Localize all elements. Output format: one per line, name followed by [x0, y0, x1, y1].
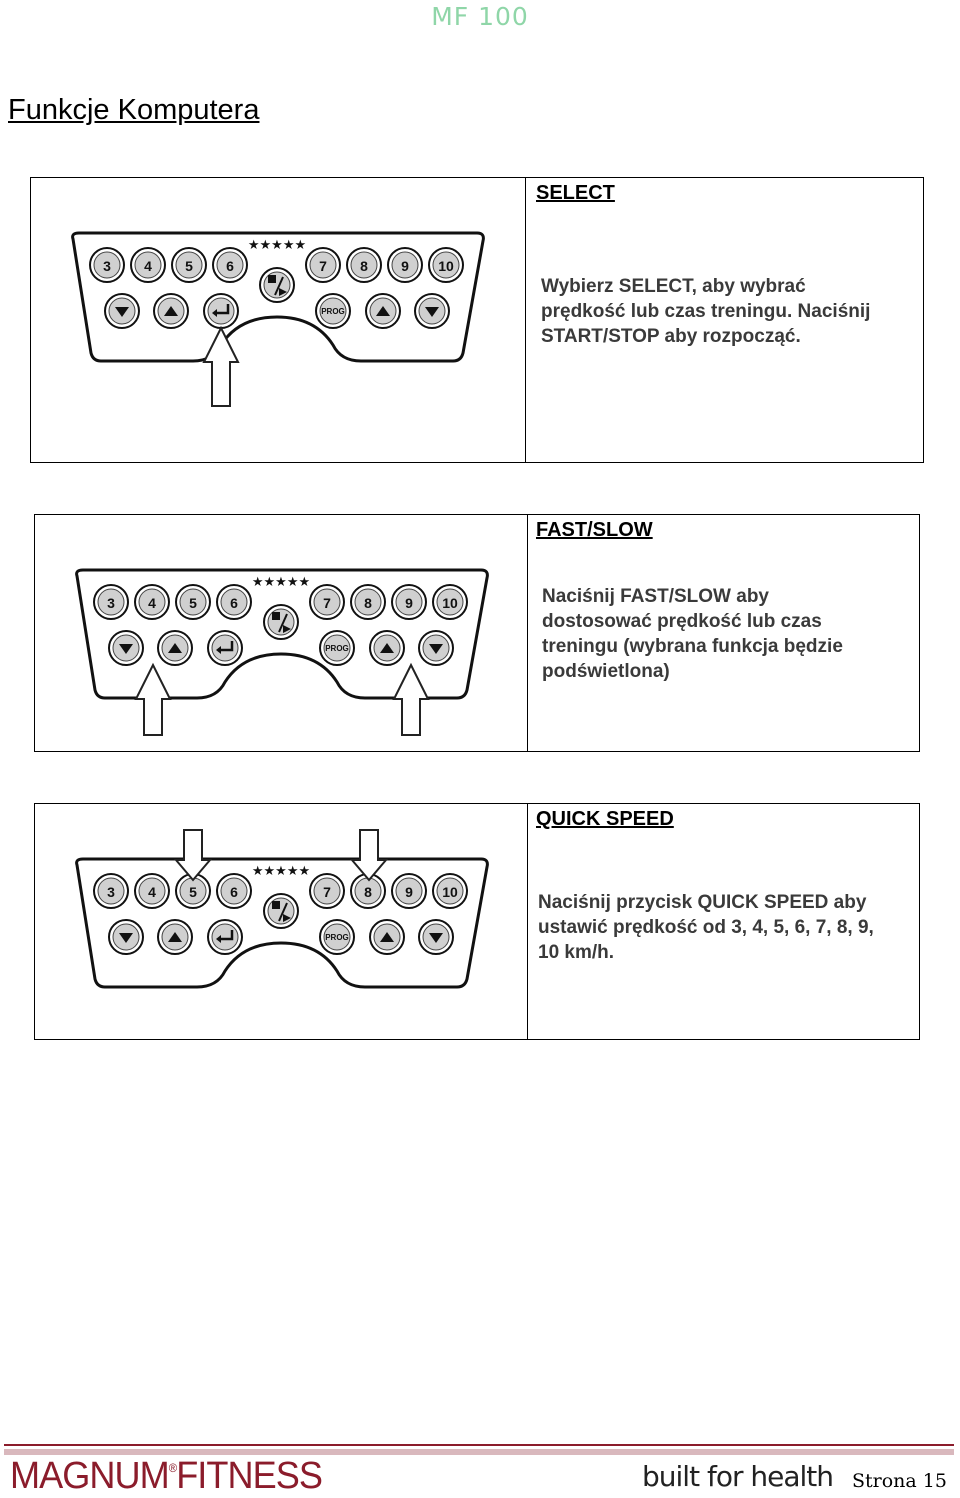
section-title: Funkcje Komputera — [8, 94, 260, 126]
quick-speed-button — [433, 585, 467, 619]
svg-text:9: 9 — [405, 884, 413, 900]
slow-button — [105, 294, 139, 328]
panel-fast-slow — [34, 514, 920, 752]
quick-speed-button — [131, 248, 165, 282]
console-diagram — [35, 804, 527, 1039]
svg-text:10: 10 — [442, 595, 458, 611]
panel-quick-speed — [34, 803, 920, 1040]
panel-title: FAST/SLOW — [536, 519, 653, 541]
svg-text:7: 7 — [319, 258, 327, 274]
svg-text:7: 7 — [323, 884, 331, 900]
svg-text:PROG: PROG — [325, 933, 349, 942]
svg-text:5: 5 — [189, 595, 197, 611]
svg-text:9: 9 — [405, 595, 413, 611]
document-header: MF 100 — [431, 2, 529, 31]
runners-icon: ★★★★★ — [251, 864, 311, 879]
svg-text:8: 8 — [364, 595, 372, 611]
quick-speed-button — [347, 248, 381, 282]
fast-button — [154, 294, 188, 328]
incline-up-button — [366, 294, 400, 328]
incline-down-button — [415, 294, 449, 328]
quick-speed-button — [388, 248, 422, 282]
incline-down-button — [419, 920, 453, 954]
prog-button — [320, 920, 354, 954]
svg-text:3: 3 — [107, 595, 115, 611]
select-button — [208, 920, 242, 954]
page-number: Strona 15 — [852, 1470, 947, 1492]
quick-speed-button — [94, 585, 128, 619]
svg-text:6: 6 — [230, 595, 238, 611]
select-button — [204, 294, 238, 328]
brand-logo: MAGNUM®FITNESS — [10, 1455, 323, 1497]
svg-text:10: 10 — [442, 884, 458, 900]
quick-speed-button — [213, 248, 247, 282]
start-stop-button — [264, 894, 298, 928]
footer-rule — [4, 1444, 954, 1446]
console-diagram — [31, 178, 525, 462]
svg-text:4: 4 — [144, 258, 152, 274]
runners-icon: ★★★★★ — [251, 575, 311, 590]
quick-speed-button — [94, 874, 128, 908]
fast-button — [158, 920, 192, 954]
slow-button — [109, 631, 143, 665]
svg-text:3: 3 — [107, 884, 115, 900]
brand-tagline: built for health — [642, 1460, 833, 1493]
quick-speed-button — [172, 248, 206, 282]
prog-button — [316, 294, 350, 328]
svg-text:3: 3 — [103, 258, 111, 274]
svg-text:8: 8 — [364, 884, 372, 900]
svg-text:5: 5 — [189, 884, 197, 900]
svg-text:PROG: PROG — [325, 644, 349, 653]
panel-description: Naciśnij FAST/SLOW aby dostosować prędkość lub czas treningu (wybrana funkcja będzie podświetlona) — [542, 586, 843, 682]
incline-up-button — [370, 920, 404, 954]
svg-text:7: 7 — [323, 595, 331, 611]
svg-text:9: 9 — [401, 258, 409, 274]
quick-speed-button — [392, 585, 426, 619]
runners-icon: ★★★★★ — [247, 238, 307, 253]
quick-speed-button — [351, 585, 385, 619]
svg-text:10: 10 — [438, 258, 454, 274]
quick-speed-button — [306, 248, 340, 282]
svg-text:8: 8 — [360, 258, 368, 274]
panel-title: QUICK SPEED — [536, 808, 674, 830]
quick-speed-button — [90, 248, 124, 282]
panel-select — [30, 177, 924, 463]
quick-speed-button — [310, 874, 344, 908]
quick-speed-button — [176, 585, 210, 619]
quick-speed-button — [135, 874, 169, 908]
svg-text:6: 6 — [226, 258, 234, 274]
svg-text:4: 4 — [148, 884, 156, 900]
svg-text:PROG: PROG — [321, 307, 345, 316]
start-stop-button — [264, 605, 298, 639]
panel-description: Wybierz SELECT, aby wybrać prędkość lub czas treningu. Naciśnij START/STOP aby rozpocząć. — [541, 276, 871, 347]
panel-title: SELECT — [536, 182, 615, 204]
svg-text:4: 4 — [148, 595, 156, 611]
panel-description: Naciśnij przycisk QUICK SPEED aby ustawić prędkość od 3, 4, 5, 6, 7, 8, 9, 10 km/h. — [538, 892, 874, 963]
quick-speed-button — [310, 585, 344, 619]
quick-speed-button — [217, 874, 251, 908]
console-diagram — [35, 515, 527, 751]
incline-up-button — [370, 631, 404, 665]
start-stop-button — [260, 268, 294, 302]
quick-speed-button — [429, 248, 463, 282]
quick-speed-button — [135, 585, 169, 619]
quick-speed-button — [433, 874, 467, 908]
quick-speed-button — [217, 585, 251, 619]
svg-text:5: 5 — [185, 258, 193, 274]
slow-button — [109, 920, 143, 954]
incline-down-button — [419, 631, 453, 665]
svg-text:6: 6 — [230, 884, 238, 900]
select-button — [208, 631, 242, 665]
fast-button — [158, 631, 192, 665]
quick-speed-button — [392, 874, 426, 908]
prog-button — [320, 631, 354, 665]
